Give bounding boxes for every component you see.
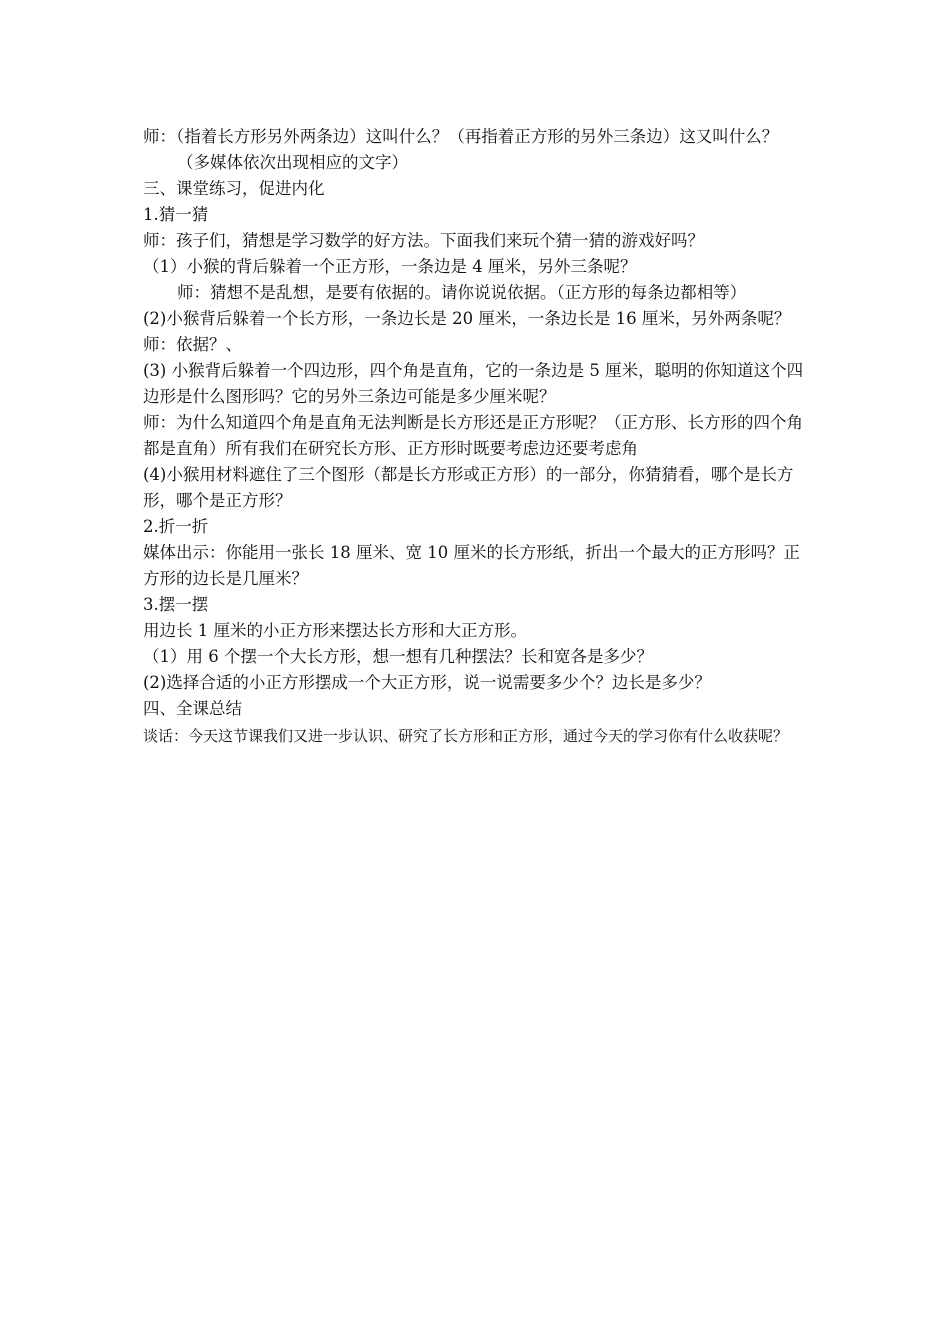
- paragraph-fold-task: 媒体出示：你能用一张长 18 厘米、宽 10 厘米的长方形纸，折出一个最大的正方形吗？正方形的边长是几厘米？: [143, 543, 800, 588]
- paragraph-teacher-question: 师：（指着长方形另外两条边）这叫什么？（再指着正方形的另外三条边）这又叫什么？: [143, 127, 779, 146]
- question-4: (4)小猴用材料遮住了三个图形（都是长方形或正方形）的一部分，你猜猜看，哪个是长方形，哪个是正方形？: [143, 465, 794, 510]
- paragraph-teacher-basis: 师：猜想不是乱想，是要有依据的。请你说说依据。（正方形的每条边都相等）: [177, 283, 747, 302]
- document-body: [143, 124, 811, 749]
- paragraph-teacher-why: 师：为什么知道四个角是直角无法判断是长方形还是正方形呢？（正方形、长方形的四个角都是直角）所有我们在研究长方形、正方形时既要考虑边还要考虑角: [143, 413, 803, 458]
- paragraph-teacher-basis-short: 师：依据？、: [143, 335, 242, 354]
- paragraph-arrange-intro: 用边长 1 厘米的小正方形来摆达长方形和大正方形。: [143, 621, 527, 640]
- paragraph-summary-talk: 谈话：今天这节课我们又进一步认识、研究了长方形和正方形，通过今天的学习你有什么收获呢？: [143, 727, 789, 745]
- subheading-guess: 1.猜一猜: [143, 205, 209, 224]
- arrange-question-1: （1）用 6 个摆一个大长方形，想一想有几种摆法？长和宽各是多少？: [143, 647, 653, 666]
- arrange-question-2: (2)选择合适的小正方形摆成一个大正方形，说一说需要多少个？边长是多少？: [143, 673, 711, 692]
- paragraph-media-note: （多媒体依次出现相应的文字）: [177, 153, 408, 172]
- question-3: (3) 小猴背后躲着一个四边形，四个角是直角，它的一条边是 5 厘米，聪明的你知道这个四边形是什么图形吗？它的另外三条边可能是多少厘米呢？: [143, 361, 804, 406]
- paragraph-guess-intro: 师：孩子们，猜想是学习数学的好方法。下面我们来玩个猜一猜的游戏好吗？: [143, 231, 704, 250]
- question-1: （1）小猴的背后躲着一个正方形，一条边是 4 厘米，另外三条呢？: [143, 257, 637, 276]
- question-2: (2)小猴背后躲着一个长方形，一条边长是 20 厘米，一条边长是 16 厘米，另外两条呢？: [143, 309, 791, 328]
- section-heading-practice: 三、课堂练习，促进内化: [143, 179, 325, 198]
- section-heading-summary: 四、全课总结: [143, 699, 242, 718]
- subheading-fold: 2.折一折: [143, 517, 209, 536]
- subheading-arrange: 3.摆一摆: [143, 595, 209, 614]
